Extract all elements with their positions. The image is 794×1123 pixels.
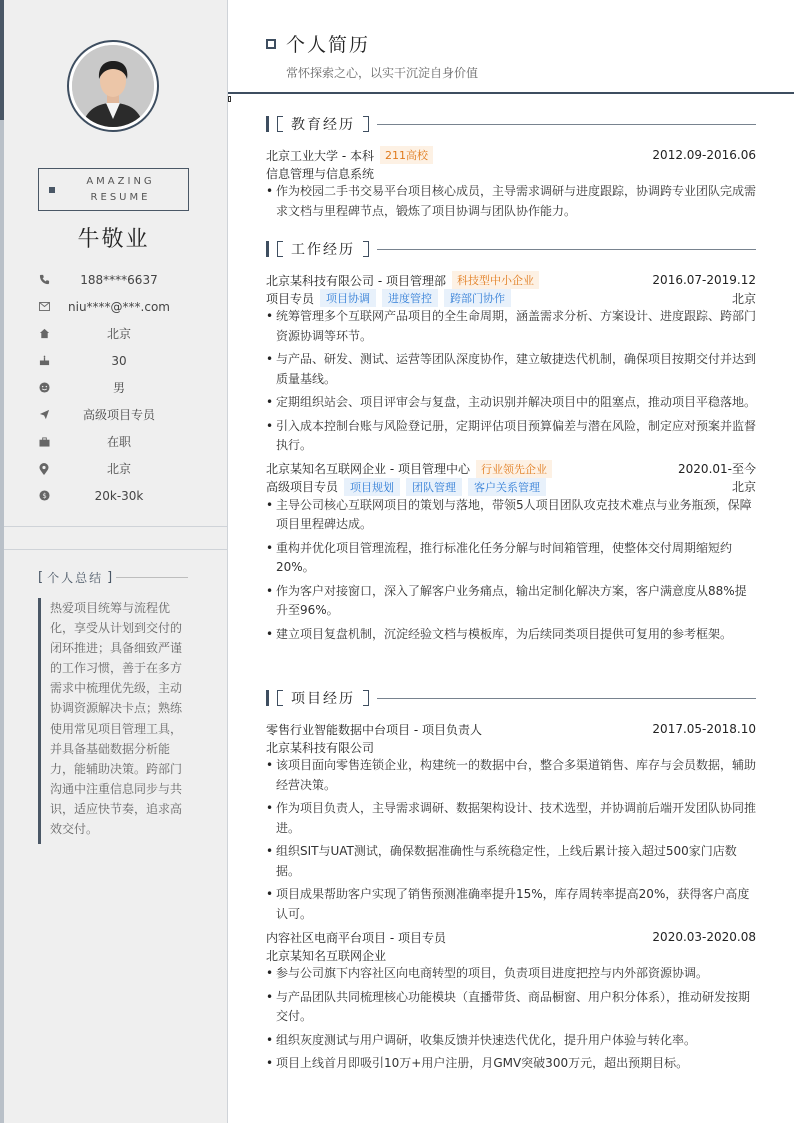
job-company: 北京某科技有限公司 - 项目管理部	[266, 273, 446, 288]
header-rule	[228, 92, 794, 94]
info-row-gender	[38, 374, 188, 401]
summary-heading-label: 个人总结	[47, 570, 104, 585]
project-name: 零售行业智能数据中台项目 - 项目负责人	[266, 722, 482, 737]
education-section	[266, 116, 756, 225]
list-item: • 该项目面向零售连锁企业，构建统一的数据中台，整合多渠道销售、库存与会员数据，辅助经营决策。	[266, 756, 756, 795]
status-value: 在职	[106, 435, 131, 449]
person-name: 牛敬业	[77, 227, 150, 252]
list-item: • 作为校园二手书交易平台项目核心成员，主导需求调研与进度跟踪，协调跨专业团队完成需求文档与里程碑节点，锻炼了项目协调与团队协作能力。	[266, 182, 756, 221]
mail-icon	[38, 301, 50, 313]
list-item: • 定期组织站会、项目评审会与复盘，主动识别并解决项目中的阻塞点，推动项目平稳落地。	[266, 393, 756, 413]
person-photo-icon	[72, 45, 154, 127]
education-row	[266, 146, 756, 164]
info-row-phone	[38, 266, 188, 293]
job-entry	[266, 460, 756, 645]
project-org-row	[266, 946, 756, 964]
heading-bar	[266, 690, 269, 706]
summary-heading	[38, 569, 188, 585]
salary-value: 20k-30k	[94, 488, 144, 503]
project-org: 北京某知名互联网企业	[266, 948, 387, 963]
summary-heading-line	[116, 577, 188, 578]
project-bullets	[266, 756, 756, 924]
education-heading-label: 教育经历	[291, 117, 355, 133]
bracket-right-icon	[363, 241, 369, 257]
location-value: 北京	[106, 462, 131, 476]
list-item: • 组织灰度测试与用户调研，收集反馈并快速迭代优化，提升用户体验与转化率。	[266, 1031, 756, 1051]
project-header	[266, 928, 756, 946]
list-item: • 组织SIT与UAT测试，确保数据准确性与系统稳定性，上线后累计接入超过500家门店数据。	[266, 842, 756, 881]
avatar	[67, 40, 159, 132]
skill-tag: 项目规划	[344, 478, 400, 496]
send-icon	[38, 409, 50, 421]
project-header	[266, 720, 756, 738]
info-row-status	[38, 428, 188, 455]
list-item: • 引入成本控制台账与风险登记册，定期评估项目预算偏差与潜在风险，制定应对预案并监督执行。	[266, 417, 756, 456]
job-company: 北京某知名互联网企业 - 项目管理中心	[266, 462, 470, 476]
brand-square-icon	[49, 187, 55, 193]
job-role: 高级项目专员	[266, 480, 339, 494]
position-value: 高级项目专员	[82, 408, 155, 422]
heading-line	[377, 249, 756, 250]
project-name: 内容社区电商平台项目 - 项目专员	[266, 930, 446, 945]
bracket-right-icon: ]	[107, 569, 113, 585]
school-name: 北京工业大学 - 本科	[266, 148, 374, 163]
job-entry	[266, 271, 756, 456]
avatar-photo	[72, 45, 154, 127]
svg-text:$: $	[41, 491, 47, 500]
job-header	[266, 271, 756, 289]
major: 信息管理与信息系统	[266, 166, 375, 181]
info-row-age	[38, 347, 188, 374]
info-row-home	[38, 320, 188, 347]
job-header	[266, 460, 756, 478]
heading-bar	[266, 116, 269, 132]
education-heading	[266, 116, 756, 132]
project-date: 2017.05-2018.10	[652, 722, 756, 736]
list-item: • 与产品团队共同梳理核心功能模块（直播带货、商品橱窗、用户积分体系），推动研发按期交付。	[266, 988, 756, 1027]
sidebar-edge	[0, 0, 4, 1123]
heading-line	[377, 124, 756, 125]
list-item: • 建立项目复盘机制，沉淀经验文档与模板库，为后续同类项目提供可复用的参考框架。	[266, 625, 756, 645]
project-org: 北京某科技有限公司	[266, 740, 375, 755]
bracket-right-icon	[363, 116, 369, 132]
company-tag: 科技型中小企业	[452, 271, 539, 289]
skill-tag: 团队管理	[406, 478, 462, 496]
sidebar-divider	[4, 526, 227, 527]
work-heading	[266, 241, 756, 257]
cake-icon	[38, 355, 50, 367]
major-row	[266, 164, 756, 182]
job-bullets	[266, 496, 756, 645]
list-item: • 作为客户对接窗口，深入了解客户业务痛点，输出定制化解决方案，客户满意度从88%提升至96%。	[266, 582, 756, 621]
header-marker	[228, 96, 231, 102]
projects-heading	[266, 690, 756, 706]
title-square-icon	[266, 39, 276, 49]
home-value: 北京	[106, 327, 131, 341]
list-item: • 主导公司核心互联网项目的策划与落地，带领5人项目团队攻克技术难点与业务瓶颈，保障项目里程碑达成。	[266, 496, 756, 535]
project-bullets	[266, 964, 756, 1074]
location-icon	[38, 463, 50, 475]
info-row-salary	[38, 482, 188, 509]
skill-tag: 跨部门协作	[444, 289, 511, 307]
sidebar-divider	[4, 549, 227, 550]
job-date: 2020.01-至今	[678, 462, 756, 476]
projects-section	[266, 690, 756, 1078]
sidebar	[0, 0, 228, 1123]
job-bullets	[266, 307, 756, 456]
project-entry	[266, 928, 756, 1074]
project-org-row	[266, 738, 756, 756]
list-item: • 作为项目负责人，主导需求调研、数据架构设计、技术选型，并协调前后端开发团队协同推进。	[266, 799, 756, 838]
summary-text: 热爱项目统筹与流程优化，享受从计划到交付的闭环推进；具备细致严谨的工作习惯，善于在多方需求中梳理优先级，主动协调资源解决卡点；熟练使用常见项目管理工具，并具备基础数据分析能力，能辅助决策。跨部门沟通中注重信息同步与共识，适应快节奏，追求高效交付。	[38, 598, 186, 844]
project-entry	[266, 720, 756, 924]
contact-info	[38, 266, 188, 509]
briefcase-icon	[38, 436, 50, 448]
email-value: niu****@***.com	[68, 299, 170, 314]
smile-icon	[38, 382, 50, 394]
sidebar-edge-accent	[0, 0, 4, 120]
age-value: 30	[111, 353, 127, 368]
education-bullets	[266, 182, 756, 221]
page-title	[266, 30, 370, 57]
list-item: • 重构并优化项目管理流程，推行标准化任务分解与时间箱管理，使整体交付周期缩短约20%。	[266, 539, 756, 578]
list-item: • 参与公司旗下内容社区向电商转型的项目，负责项目进度把控与内外部资源协调。	[266, 964, 756, 984]
job-city: 北京	[731, 480, 756, 494]
home-icon	[38, 328, 50, 340]
info-row-position	[38, 401, 188, 428]
heading-bar	[266, 241, 269, 257]
job-city: 北京	[731, 291, 756, 306]
list-item: • 项目成果帮助客户实现了销售预测准确率提升15%，库存周转率提高20%，获得客户高度认可。	[266, 885, 756, 924]
info-row-location	[38, 455, 188, 482]
list-item: • 统筹管理多个互联网产品项目的全生命周期，涵盖需求分析、方案设计、进度跟踪、跨部门资源协调等环节。	[266, 307, 756, 346]
company-tag: 行业领先企业	[476, 460, 552, 478]
info-row-email	[38, 293, 188, 320]
job-role-row	[266, 478, 756, 496]
heading-line	[377, 698, 756, 699]
phone-value: 188****6637	[80, 272, 158, 287]
projects-heading-label: 项目经历	[291, 691, 355, 707]
bracket-left-icon: [	[38, 569, 44, 585]
work-section	[266, 241, 756, 648]
page-title-text: 个人简历	[286, 34, 371, 56]
gender-value: 男	[112, 381, 125, 395]
skill-tag: 客户关系管理	[468, 478, 546, 496]
salary-icon	[38, 490, 50, 502]
brand-line2: RESUME	[90, 192, 151, 203]
work-heading-label: 工作经历	[291, 242, 355, 258]
skill-tag: 项目协调	[320, 289, 376, 307]
job-date: 2016.07-2019.12	[652, 273, 756, 287]
job-role: 项目专员	[266, 291, 315, 306]
education-date: 2012.09-2016.06	[652, 148, 756, 162]
job-role-row	[266, 289, 756, 307]
bracket-right-icon	[363, 690, 369, 706]
skill-tag: 进度管控	[382, 289, 438, 307]
phone-icon	[38, 274, 50, 286]
project-date: 2020.03-2020.08	[652, 930, 756, 944]
list-item: • 与产品、研发、测试、运营等团队深度协作，建立敏捷迭代机制，确保项目按期交付并达到质量基线。	[266, 350, 756, 389]
brand-line1: AMAZING	[86, 176, 155, 187]
motto: 常怀探索之心，以实干沉淀自身价值	[286, 66, 479, 80]
school-tag: 211高校	[380, 146, 433, 164]
brand-box	[38, 168, 189, 211]
list-item: • 项目上线首月即吸引10万+用户注册，月GMV突破300万元，超出预期目标。	[266, 1054, 756, 1074]
